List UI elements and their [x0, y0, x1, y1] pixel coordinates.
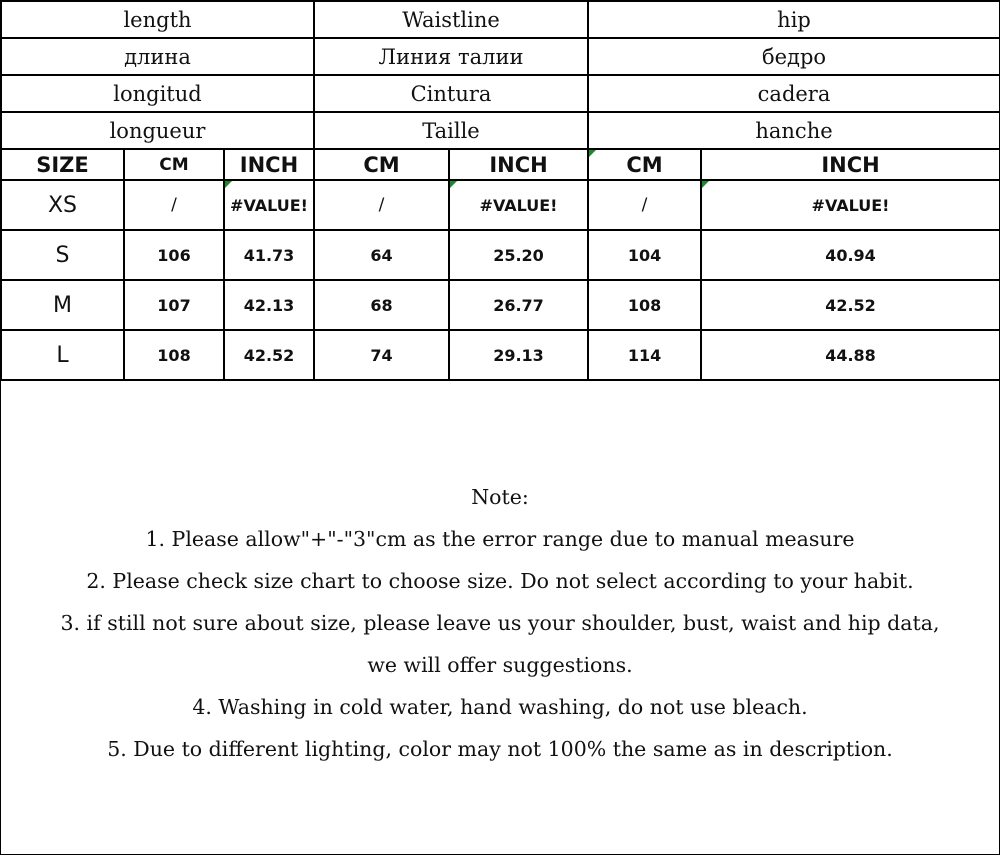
hip-inch-cell: [701, 180, 1000, 230]
header-hip-ru: бедро: [588, 38, 1000, 75]
length-inch-cell: 42.52: [224, 330, 314, 380]
hip-cm-cell: /: [588, 180, 701, 230]
table-row: [1, 280, 1000, 330]
table-row: [1, 180, 1000, 230]
header-waist-ru: Линия талии: [314, 38, 588, 75]
size-cell: L: [1, 330, 124, 380]
table-row: [1, 330, 1000, 380]
hip-inch-cell: 40.94: [701, 230, 1000, 280]
length-inch-cell: 42.13: [224, 280, 314, 330]
header-length-ru: длина: [1, 38, 314, 75]
header-length-en: length: [1, 1, 314, 38]
waist-inch-cell: 29.13: [449, 330, 588, 380]
size-cell: S: [1, 230, 124, 280]
header-waist-en: Waistline: [314, 1, 588, 38]
waist-inch-cell: [449, 180, 588, 230]
length-cm-cell: 106: [124, 230, 224, 280]
hip-cm-header-label: CM: [626, 152, 663, 177]
units-row: [1, 149, 1000, 180]
size-column-header: SIZE: [1, 149, 124, 180]
header-row-english: [1, 1, 1000, 38]
table-row: [1, 230, 1000, 280]
hip-cm-header: [588, 149, 701, 180]
hip-cm-cell: 104: [588, 230, 701, 280]
note-line: 1. Please allow"+"-"3"cm as the error range due to manual measure: [145, 527, 855, 551]
hip-inch-header: INCH: [701, 149, 1000, 180]
waist-cm-header: CM: [314, 149, 449, 180]
length-inch-value: #VALUE!: [230, 195, 308, 215]
length-inch-cell: 41.73: [224, 230, 314, 280]
header-length-fr: longueur: [1, 112, 314, 149]
waist-inch-value: #VALUE!: [479, 195, 558, 215]
note-line: 2. Please check size chart to choose size. Do not select according to your habit.: [86, 569, 914, 593]
header-row-french: [1, 112, 1000, 149]
hip-inch-cell: 42.52: [701, 280, 1000, 330]
notes-section: [0, 478, 1000, 772]
note-line: 5. Due to different lighting, color may not 100% the same as in description.: [107, 737, 893, 761]
note-line: we will offer suggestions.: [367, 653, 633, 677]
cell-comment-marker: [450, 181, 457, 188]
length-cm-cell: /: [124, 180, 224, 230]
size-cell: M: [1, 280, 124, 330]
size-cell: XS: [1, 180, 124, 230]
length-cm-cell: 108: [124, 330, 224, 380]
hip-inch-value: #VALUE!: [811, 195, 890, 215]
header-waist-es: Cintura: [314, 75, 588, 112]
length-cm-cell: 107: [124, 280, 224, 330]
note-line: 4. Washing in cold water, hand washing, do not use bleach.: [192, 695, 808, 719]
length-cm-header: CM: [124, 149, 224, 180]
header-hip-fr: hanche: [588, 112, 1000, 149]
note-line: 3. if still not sure about size, please leave us your shoulder, bust, waist and hip data,: [60, 611, 940, 635]
cell-comment-marker: [225, 181, 232, 188]
header-hip-es: cadera: [588, 75, 1000, 112]
waist-cm-cell: 68: [314, 280, 449, 330]
size-chart-table: [0, 0, 1000, 381]
waist-cm-cell: /: [314, 180, 449, 230]
waist-cm-cell: 64: [314, 230, 449, 280]
waist-inch-cell: 25.20: [449, 230, 588, 280]
header-length-es: longitud: [1, 75, 314, 112]
waist-inch-cell: 26.77: [449, 280, 588, 330]
hip-cm-cell: 108: [588, 280, 701, 330]
cell-comment-marker: [702, 181, 709, 188]
waist-inch-header: INCH: [449, 149, 588, 180]
notes-title: Note:: [471, 485, 529, 509]
header-row-russian: [1, 38, 1000, 75]
hip-cm-cell: 114: [588, 330, 701, 380]
waist-cm-cell: 74: [314, 330, 449, 380]
hip-inch-cell: 44.88: [701, 330, 1000, 380]
length-inch-cell: [224, 180, 314, 230]
cell-comment-marker: [589, 150, 596, 157]
header-waist-fr: Taille: [314, 112, 588, 149]
header-hip-en: hip: [588, 1, 1000, 38]
length-inch-header: INCH: [224, 149, 314, 180]
header-row-spanish: [1, 75, 1000, 112]
